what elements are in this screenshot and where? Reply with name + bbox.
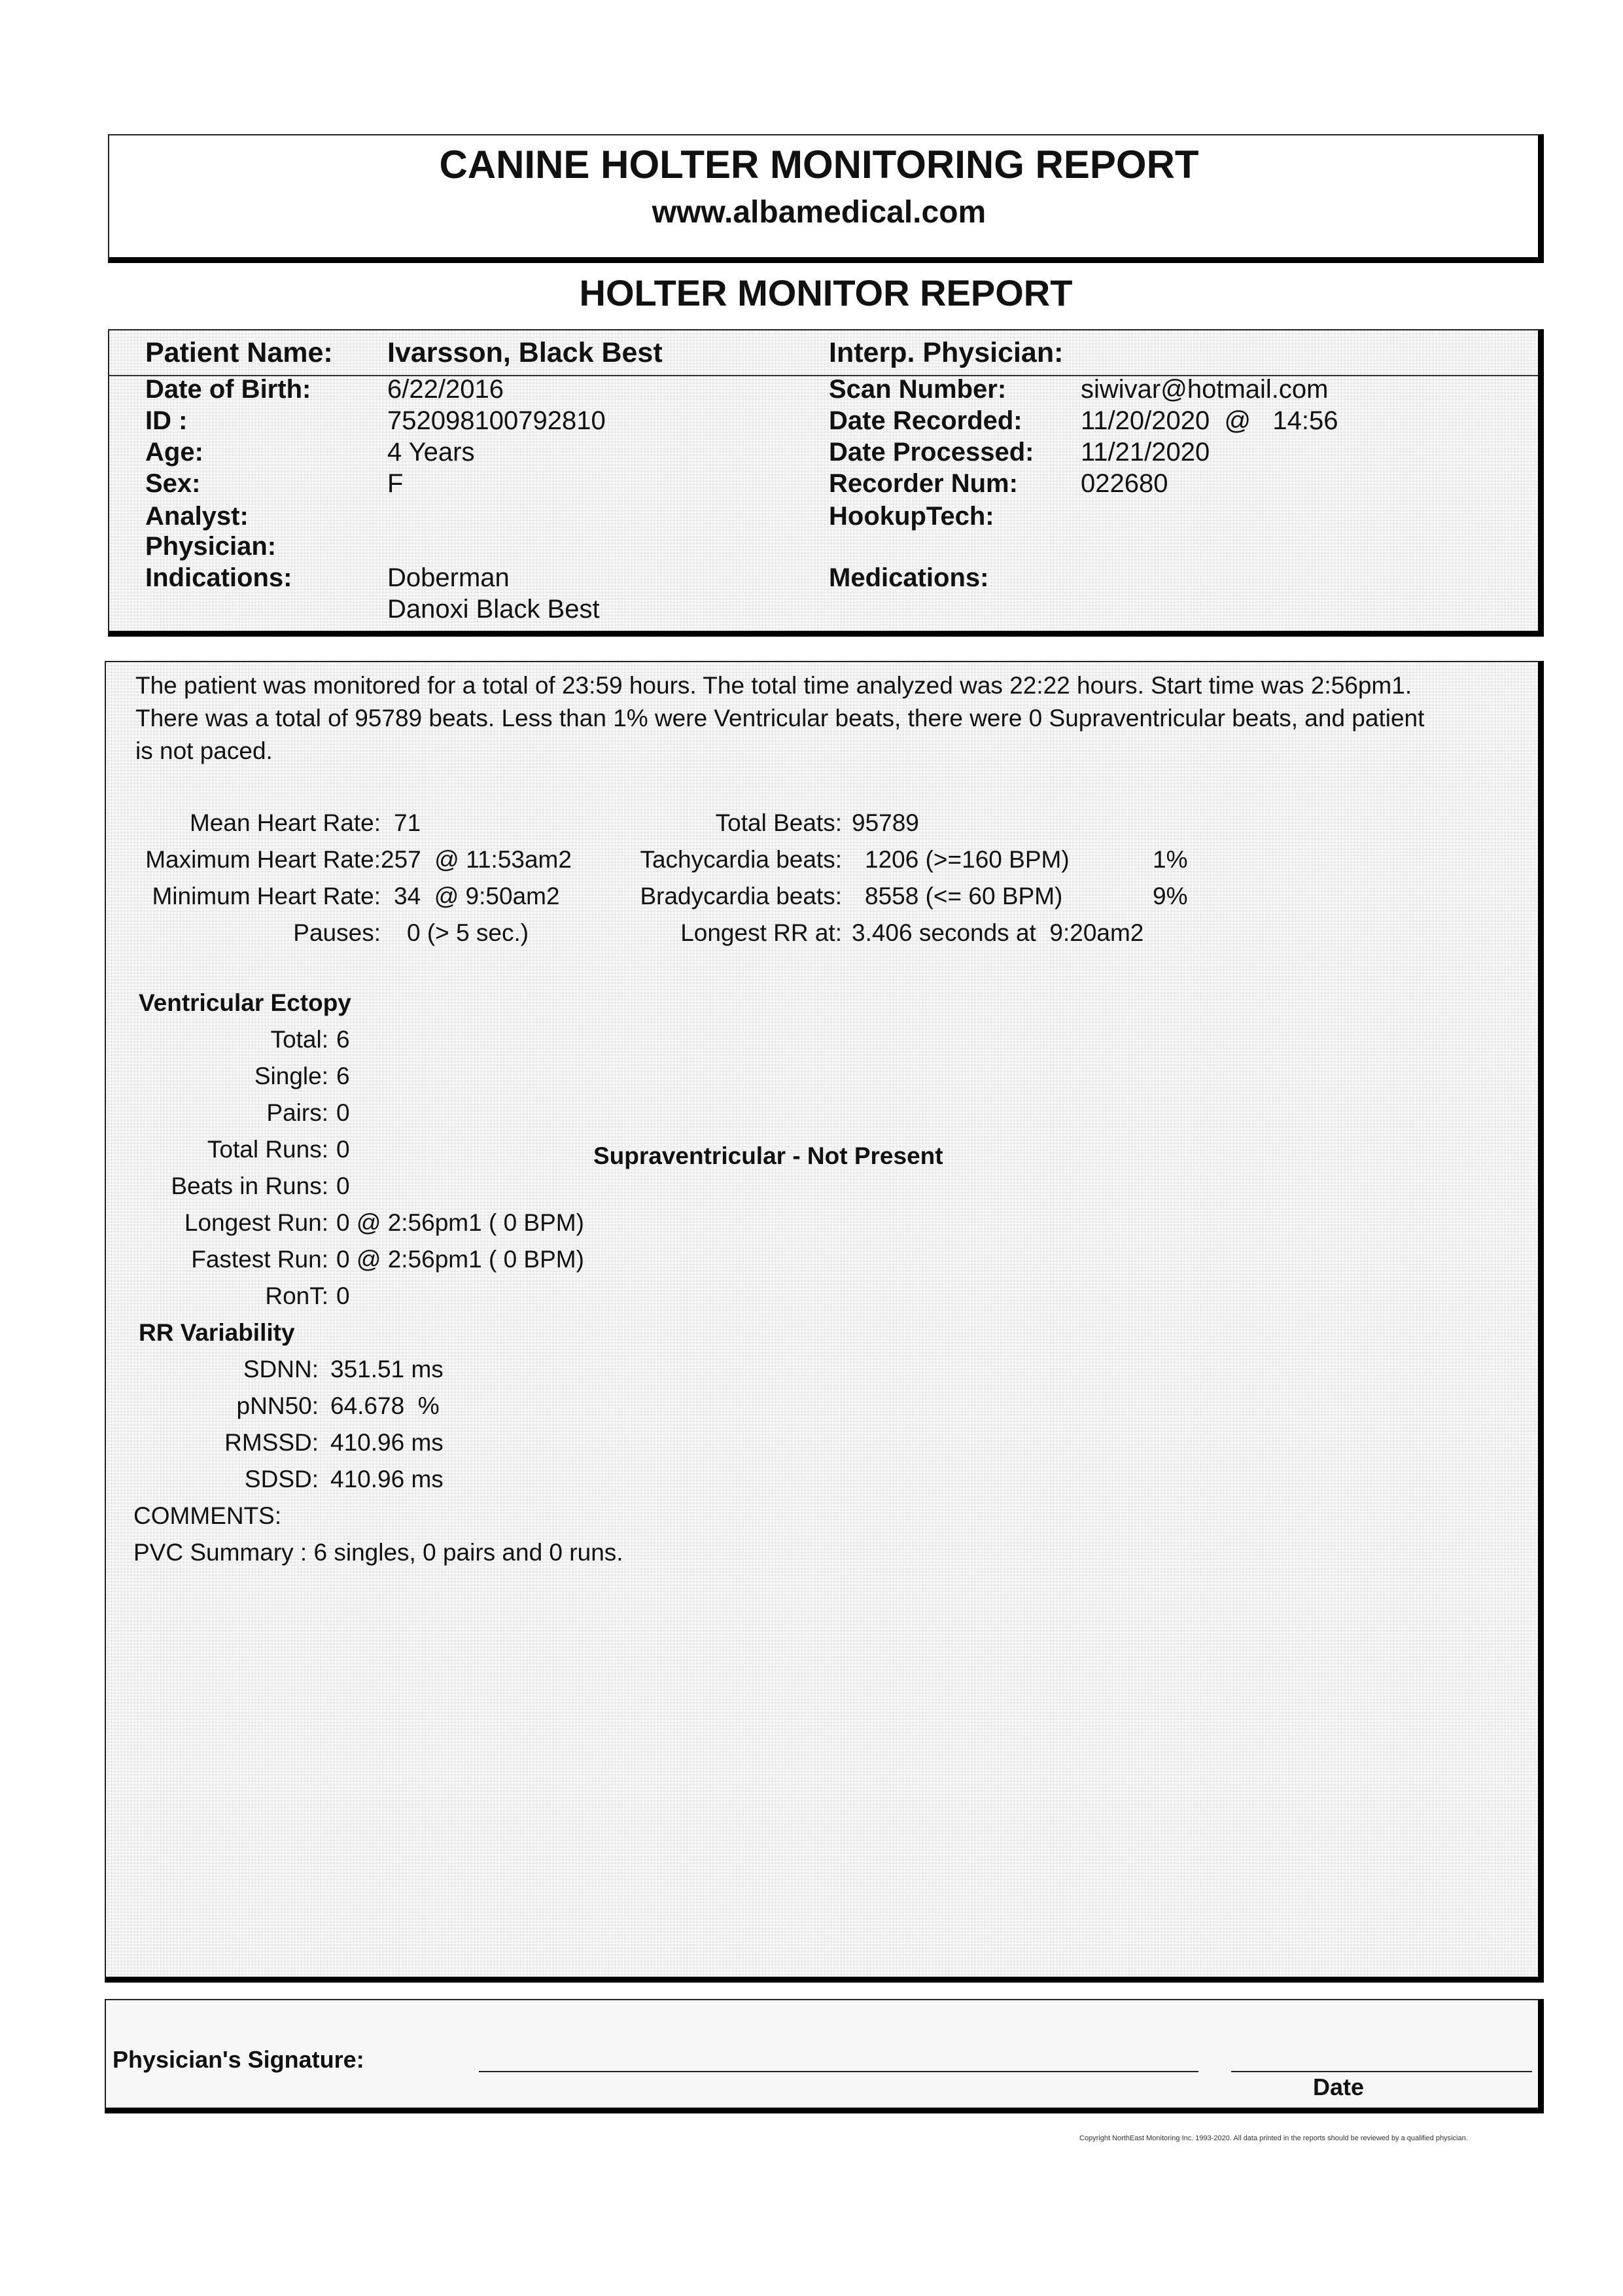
ve-fastest-run-label: Fastest Run:	[191, 1246, 328, 1273]
ve-fastest-run-value: 0 @ 2:56pm1 ( 0 BPM)	[336, 1246, 584, 1273]
rmssd-value: 410.96 ms	[330, 1429, 444, 1456]
indications-value-2: Danoxi Black Best	[387, 595, 600, 624]
sex-label: Sex:	[145, 469, 201, 498]
recorder-num-label: Recorder Num:	[829, 469, 1018, 498]
medications-label: Medications:	[829, 563, 989, 592]
report-title: CANINE HOLTER MONITORING REPORT	[439, 143, 1199, 186]
physician-signature-label: Physician's Signature:	[113, 2046, 364, 2073]
tachycardia-value: 1206 (>=160 BPM)	[865, 846, 1070, 873]
patient-name-label: Patient Name:	[145, 337, 333, 368]
dob-value: 6/22/2016	[387, 375, 504, 404]
total-beats-value: 95789	[852, 809, 919, 836]
max-hr-label: Maximum Heart Rate:	[145, 846, 381, 873]
date-recorded-value: 11/20/2020 @ 14:56	[1081, 406, 1338, 435]
tachycardia-label: Tachycardia beats:	[640, 846, 842, 873]
min-hr-label: Minimum Heart Rate:	[152, 883, 381, 910]
age-label: Age:	[145, 438, 203, 467]
pnn50-value: 64.678 %	[330, 1392, 440, 1419]
ve-total-value: 6	[336, 1026, 350, 1053]
signature-panel	[105, 1999, 1544, 2113]
ve-longest-run-label: Longest Run:	[184, 1209, 328, 1236]
longest-rr-value: 3.406 seconds at 9:20am2	[852, 919, 1144, 946]
ve-ront-label: RonT:	[265, 1282, 328, 1309]
hookup-tech-label: HookupTech:	[829, 502, 994, 531]
date-line	[1231, 2071, 1532, 2072]
indications-value: Doberman	[387, 563, 510, 592]
id-value: 752098100792810	[387, 406, 606, 435]
ve-pairs-value: 0	[336, 1099, 350, 1126]
rmssd-label: RMSSD:	[224, 1429, 319, 1456]
summary-line-1: The patient was monitored for a total of 23:59 hours. The total time analyzed was 22:22 hours. Start time was 2:56pm1.	[135, 672, 1412, 699]
supraventricular-status: Supraventricular - Not Present	[593, 1142, 943, 1169]
sdsd-label: SDSD:	[244, 1466, 319, 1492]
bradycardia-label: Bradycardia beats:	[640, 883, 842, 910]
mean-hr-value: 71	[394, 809, 421, 836]
copyright-notice: Copyright NorthEast Monitoring Inc. 1993-2020. All data printed in the reports should be reviewed by a qualified physician.	[1079, 2134, 1468, 2142]
ve-longest-run-value: 0 @ 2:56pm1 ( 0 BPM)	[336, 1209, 584, 1236]
ve-pairs-label: Pairs:	[266, 1099, 328, 1126]
sex-value: F	[387, 469, 404, 498]
date-recorded-label: Date Recorded:	[829, 406, 1022, 435]
report-subtitle: HOLTER MONITOR REPORT	[579, 272, 1073, 313]
signature-line	[479, 2071, 1198, 2072]
ve-single-label: Single:	[254, 1063, 328, 1089]
id-label: ID :	[145, 406, 188, 435]
summary-line-3: is not paced.	[135, 737, 273, 764]
ventricular-ectopy-heading: Ventricular Ectopy	[139, 989, 351, 1016]
summary-panel	[105, 661, 1544, 1983]
comments-label: COMMENTS:	[133, 1502, 282, 1529]
ve-beats-in-runs-label: Beats in Runs:	[171, 1173, 328, 1199]
scan-number-label: Scan Number:	[829, 375, 1007, 404]
pauses-value: 0 (> 5 sec.)	[407, 919, 529, 946]
report-url: www.albamedical.com	[652, 195, 986, 230]
pauses-label: Pauses:	[293, 919, 381, 946]
interp-physician-label: Interp. Physician:	[829, 337, 1064, 368]
physician-label: Physician:	[145, 532, 277, 561]
longest-rr-label: Longest RR at:	[680, 919, 842, 946]
rr-variability-heading: RR Variability	[139, 1319, 295, 1346]
recorder-num-value: 022680	[1081, 469, 1168, 498]
patient-info-panel	[108, 329, 1544, 637]
dob-label: Date of Birth:	[145, 375, 311, 404]
sdnn-label: SDNN:	[243, 1356, 319, 1383]
indications-label: Indications:	[145, 563, 292, 592]
sdnn-value: 351.51 ms	[330, 1356, 444, 1383]
date-processed-label: Date Processed:	[829, 438, 1034, 467]
ve-ront-value: 0	[336, 1282, 350, 1309]
scan-number-value: siwivar@hotmail.com	[1081, 375, 1329, 404]
ve-beats-in-runs-value: 0	[336, 1173, 350, 1199]
ve-single-value: 6	[336, 1063, 350, 1089]
sdsd-value: 410.96 ms	[330, 1466, 444, 1492]
ve-total-runs-label: Total Runs:	[207, 1136, 328, 1163]
max-hr-value: 257 @ 11:53am2	[381, 846, 572, 873]
date-processed-value: 11/21/2020	[1081, 438, 1210, 467]
summary-line-2: There was a total of 95789 beats. Less than 1% were Ventricular beats, there were 0 Supraventricular beats, and patient	[135, 705, 1425, 732]
patient-name-value: Ivarsson, Black Best	[387, 337, 663, 368]
ve-total-label: Total:	[270, 1026, 328, 1053]
age-value: 4 Years	[387, 438, 475, 467]
comments-text: PVC Summary : 6 singles, 0 pairs and 0 runs.	[133, 1539, 623, 1566]
mean-hr-label: Mean Heart Rate:	[189, 809, 381, 836]
pnn50-label: pNN50:	[236, 1392, 319, 1419]
total-beats-label: Total Beats:	[715, 809, 842, 836]
min-hr-value: 34 @ 9:50am2	[394, 883, 560, 910]
bradycardia-value: 8558 (<= 60 BPM)	[865, 883, 1063, 910]
tachycardia-pct: 1%	[1153, 846, 1188, 873]
ve-total-runs-value: 0	[336, 1136, 350, 1163]
bradycardia-pct: 9%	[1153, 883, 1188, 910]
report-header	[108, 134, 1544, 263]
date-label: Date	[1313, 2074, 1365, 2100]
analyst-label: Analyst:	[145, 502, 249, 531]
